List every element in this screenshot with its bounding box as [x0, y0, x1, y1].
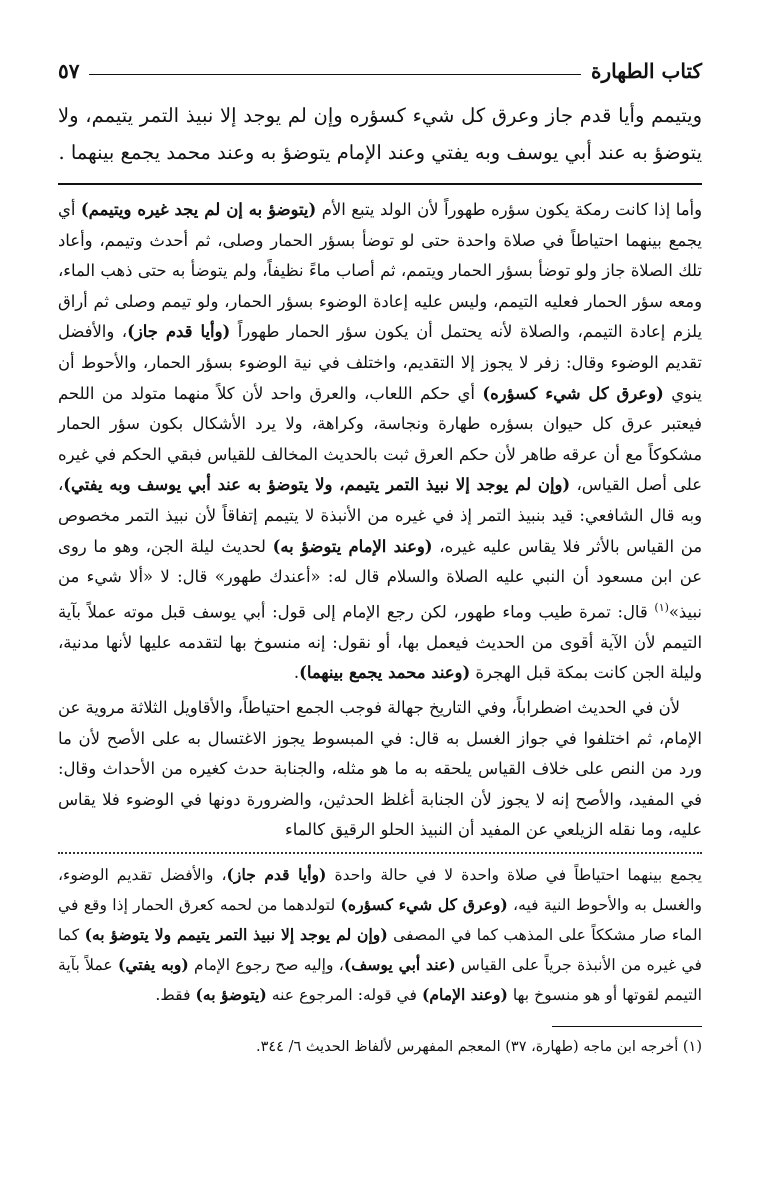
quoted-matn: (وعند الإمام يتوضؤ به): [272, 536, 433, 556]
quoted-matn: (وإن لم يوجد إلا نبيذ التمر يتيمم، ولا يتوضؤ به عند أبي يوسف وبه يفتي): [63, 475, 571, 495]
footnote: (١) أخرجه ابن ماجه (طهارة، ٣٧) المعجم المفهرس لألفاظ الحديث ٦/ ٣٤٤.: [255, 1038, 702, 1055]
sharh-text: ، وبه قال الشافعي: قيد بنبيذ التمر إذ في غيره من الأنبذة لا يتيمم إتفاقاً لأن نبيذ التمر مخصوص من القياس بالأثر فلا يقاس عليه غيره،: [58, 475, 702, 556]
header-title: كتاب الطهارة: [591, 59, 702, 83]
hashiya-text: لتولدهما من لحمه كعرق الحمار إذا وقع في الماء صار مشككاً على المذهب كما في المصفى: [58, 895, 703, 944]
page-number: ٥٧: [58, 59, 80, 83]
hashiya-paragraph: [58, 860, 702, 1010]
hashiya-text: فقط.: [155, 985, 196, 1004]
running-header: [58, 55, 702, 87]
hashiya-text: ، والأفضل تقديم الوضوء، والغسل به والأحوط النية فيه،: [58, 865, 703, 914]
sharh-text: لحديث ليلة الجن، وهو ما روى عن ابن مسعود أن النبي عليه الصلاة والسلام قال له: «أعندك طهور» قال: لا «ألا شيء من نبيذ»: [58, 536, 702, 622]
matn-text: ويتيمم وأيا قدم جاز وعرق كل شيء كسؤره وإن لم يوجد إلا نبيذ التمر يتيمم، ولا يتوضؤ به عند أبي يوسف وبه يفتي وعند الإمام يتوضؤ به وعند محمد يجمع بينهما .: [58, 104, 702, 164]
sharh-text: قال: تمرة طيب وماء طهور، لكن رجع الإمام إلى قول: أبي يوسف قبل موته عملاً بآية التيمم لأن الآية أقوى من الحديث فيعمل بها، أو نقول: إنه منسوخ بها لتقدمه عليها لأنها مدنية، وليلة الجن كانت بمكة قبل الهجرة: [58, 602, 702, 683]
hashiya-text: عملاً بآية التيمم لقوتها أو هو منسوخ بها: [58, 955, 702, 1004]
sharh-text: .: [293, 663, 300, 683]
header-rule: [89, 74, 581, 75]
hashiya-separator: [58, 852, 702, 854]
hashiya-text: ، وإليه صح رجوع الإمام: [188, 955, 344, 974]
quoted-matn: (يتوضؤ به): [195, 984, 267, 1004]
hashiya-text: في قوله: المرجوع عنه: [266, 985, 422, 1004]
sharh-text: وأما إذا كانت رمكة يكون سؤره طهوراً لأن الولد يتبع الأم: [316, 200, 702, 219]
footnote-rule: [552, 1026, 702, 1027]
quoted-matn: (وعند الإمام): [421, 984, 508, 1004]
quoted-matn: (يتوضؤ به إن لم يجد غيره ويتيمم): [80, 200, 317, 219]
sharh-text: أي حكم اللعاب، والعرق واحد لأن كلاً منهما متولد من اللحم فيعتبر عرق كل حيوان بسؤره طهارة ونجاسة، وكراهة، ولا يرد الأشكال بكون سؤر الحمار مشكوكاً مع أن عرقه طاهر لأن حكم العرق ثبت بالحديث المخالف للقياس فبقي الحكم في غيره على أصل القياس،: [58, 383, 702, 495]
quoted-matn: (وعرق كل شيء كسؤره): [482, 383, 664, 403]
quoted-matn: (وبه يفتي): [118, 954, 189, 974]
quoted-matn: (وأيا قدم جاز): [226, 864, 327, 884]
quoted-matn: (وعند محمد يجمع بينهما): [299, 663, 471, 683]
quoted-matn: (وإن لم يوجد إلا نبيذ التمر يتيمم ولا يتوضؤ به): [84, 924, 388, 944]
sharh-paragraph-2: لأن في الحديث اضطراباً، وفي التاريخ جهالة فوجب الجمع احتياطاً، والأقاويل الثلاثة مروية عن الإمام، ثم اختلفوا في جواز الغسل به قال: في المبسوط يجوز الاغتسال به على الأصح لأن ما ورد من النص على خلاف القياس يلحقه به ما هو مثله، والجنابة حدث كغيره من الأحداث وقال: في المفيد، والأصح إنه لا يجوز لأن الجنابة أغلظ الحدثين، والضرورة دونها في الوضوء فلا يقاس عليه، وما نقله الزيلعي عن المفيد أن النبيذ الحلو الرقيق كالماء: [58, 697, 702, 840]
sharh-paragraph-1: [58, 195, 702, 689]
matn-separator: [58, 183, 702, 185]
quoted-matn: (عند أبي يوسف): [343, 954, 456, 974]
quoted-matn: (وأيا قدم جاز): [127, 322, 231, 342]
hashiya-text: يجمع بينهما احتياطاً في صلاة واحدة لا في حالة واحدة: [326, 865, 702, 884]
footnote-reference[interactable]: (١): [654, 600, 669, 614]
quoted-matn: (وعرق كل شيء كسؤره): [340, 894, 508, 914]
sharh-text: أي يجمع بينهما احتياطاً في صلاة واحدة حتى لو توضأ بسؤر الحمار وصلى، ثم أحدث وتيمم، وأعاد تلك الصلاة جاز ولو توضأ بسؤر الحمار ويتمم، ثم أصاب ماءً نظيفاً، ولم يتوضأ به حتى ذهب الماء، ومعه سؤر الحمار فعليه التيمم، وليس عليه إعادة الوضوء بسؤر الحمار، ولو تيمم وصلى ثم أراق يلزم إعادة التيمم، والصلاة لأنه يحتمل أن يكون سؤر الحمار طهوراً: [58, 200, 703, 342]
hashiya-text: كما في غيره من الأنبذة جرياً على القياس: [58, 925, 702, 974]
sharh-text: ، والأفضل تقديم الوضوء وقال: زفر لا يجوز إلا التقديم، واختلف في نية الوضوء بسؤر الحمار، والأحوط أن ينوي: [58, 322, 702, 403]
